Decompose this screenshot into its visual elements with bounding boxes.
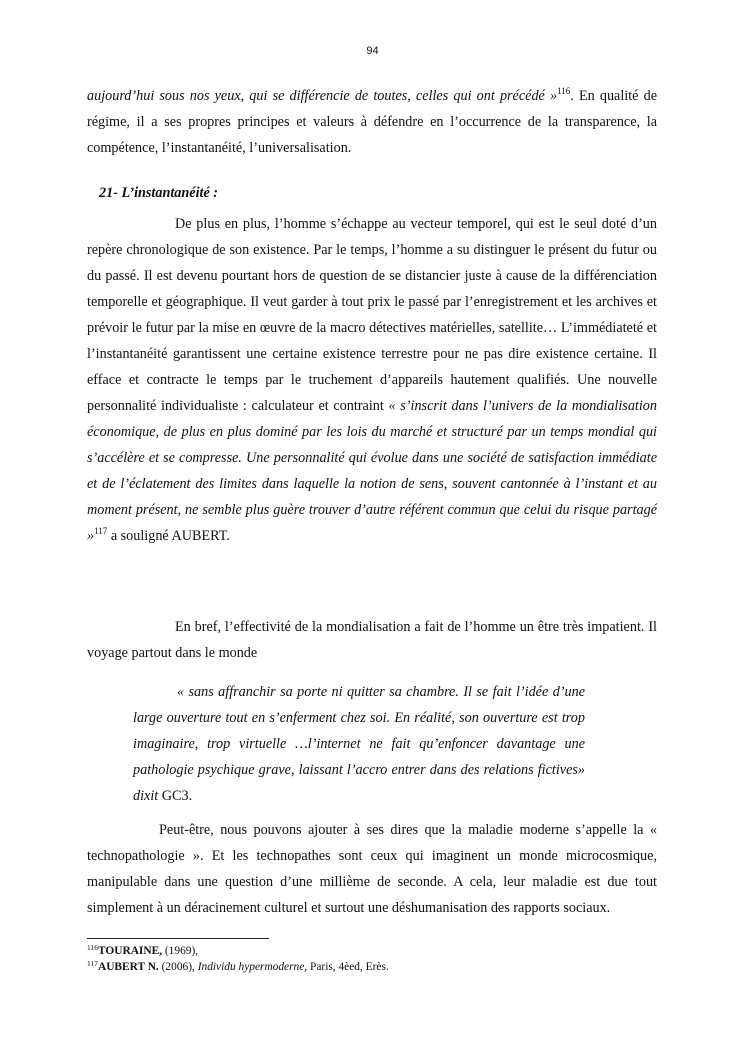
footnote-number: 117 [87, 959, 98, 968]
quote-end: aujourd’hui sous nos yeux, qui se différencie de toutes, celles qui ont précédé » [87, 88, 558, 104]
paragraph-text: Peut-être, nous pouvons ajouter à ses dires que la maladie moderne s’appelle la « technopathologie ». Et les technopathes sont ceux qui imaginent un monde microcosmique, manipulable dans une question d’une millième de seconde. A cela, leur maladie est due tout simplement à un déracinement culturel et surtout une déshumanisation des rapports sociaux. [87, 822, 657, 916]
page-number: 94 [366, 45, 379, 57]
footnote-text-after: Paris, 4èed, Erès. [307, 961, 389, 973]
paragraph-text: . En qualité de régime, il a ses propres principes et valeurs à défendre en l’occurrence de la transparence, la compétence, l’instantanéité, l’universalisation. [87, 88, 657, 156]
footnote-author: TOURAINE, [97, 945, 163, 957]
footnote-title: Individu hypermoderne, [197, 961, 308, 973]
footnote-text: (1969), [162, 945, 199, 957]
footnote-number: 116 [87, 943, 98, 952]
paragraph-text: De plus en plus, l’homme s’échappe au vecteur temporel, qui est le seul doté d’un repère chronologique de son existence. Par le temps, l’homme a su distinguer le présent du futur ou du passé. Il est devenu pourtant hors de question de se distancier juste à cause de la différenciation temporelle et géographique. Il veut garder à tout prix le passé par l’enregistrement et les archives et prévoir le futur par la mise en œuvre de la macro détectives matérielles, satellite… L’immédiateté et l’instantanéité garantissent une certaine existence terrestre pour ne pas dire existence certaine. Il efface et contracte le temps par le truchement d’appareils hautement qualifiés. Une nouvelle personnalité individualiste : calculateur et contraint [87, 216, 657, 414]
block-quote-source: GC3. [161, 788, 193, 804]
block-quote-text: « sans affranchir sa porte ni quitter sa chambre. Il se fait l’idée d’une large ouverture tout en s’enferment chez soi. En réalité, son ouverture est trop imaginaire, trop virtuelle …l’internet ne fait qu’enfoncer davantage une pathologie psychique grave, laissant l’accro entrer dans des relations fictives» dixit [133, 684, 585, 804]
block-quote [133, 679, 585, 809]
footnote-text: (2006), [158, 961, 198, 973]
paragraph-text: En bref, l’effectivité de la mondialisation a fait de l’homme un être très impatient. Il voyage partout dans le monde [87, 619, 657, 661]
paragraph-technopathologie [87, 817, 657, 921]
footnote-ref-117[interactable]: 117 [94, 526, 108, 536]
paragraph-text-after: a souligné AUBERT. [107, 528, 230, 544]
footnote-ref-116[interactable]: 116 [557, 86, 571, 96]
footnote-author: AUBERT N. [97, 961, 159, 973]
footnote-separator [87, 938, 269, 939]
paragraph-continuation [87, 83, 657, 161]
footnotes [87, 943, 657, 975]
paragraph-instantaneite [87, 211, 657, 549]
footnote-116 [87, 943, 657, 959]
inline-quote: « s’inscrit dans l’univers de la mondialisation économique, de plus en plus dominé par les lois du marché et structuré par un temps mondial qui s’accélère et se compresse. Une personnalité qui évolue dans une société de satisfaction immédiate et de l’éclatement des limites dans laquelle la notion de sens, souvent cantonnée à l’instant et au moment présent, ne semble plus guère trouver d’autre référent commun que celui du risque partagé » [87, 398, 657, 544]
paragraph-impatience [87, 614, 657, 666]
footnote-117 [87, 959, 657, 975]
section-heading: 21- L’instantanéité : [99, 185, 219, 201]
